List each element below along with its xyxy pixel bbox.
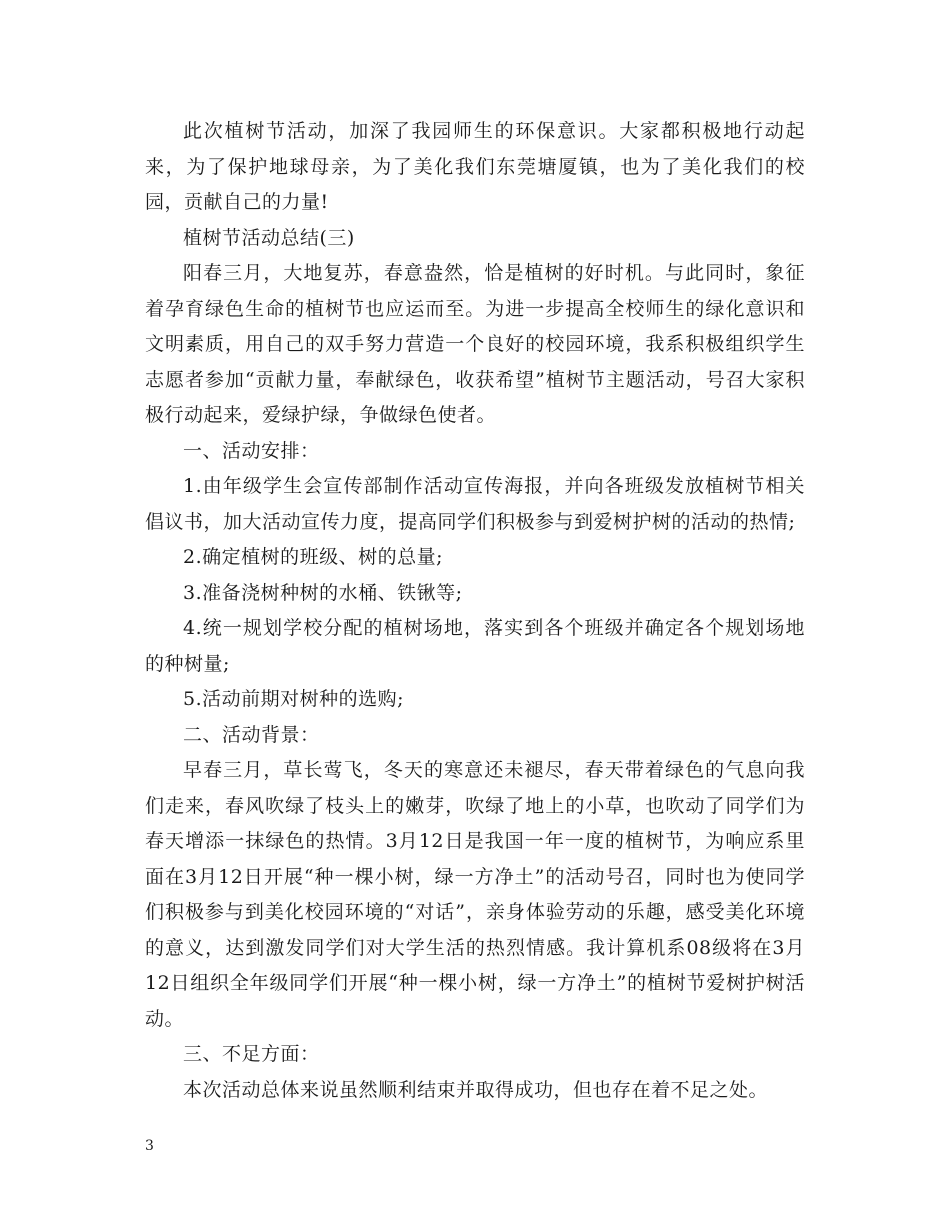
paragraph-conclusion: 此次植树节活动，加深了我园师生的环保意识。大家都积极地行动起来，为了保护地球母亲，为了美化我们东莞塘厦镇，也为了美化我们的校园，贡献自己的力量! xyxy=(145,120,805,213)
list-item-3: 3.准备浇树种树的水桶、铁锹等; xyxy=(183,581,463,604)
paragraph-background: 早春三月，草长莺飞，冬天的寒意还未褪尽，春天带着绿色的气息向我们走来，春风吹绿了枝头上的嫩芽，吹绿了地上的小草，也吹动了同学们为春天增添一抹绿色的热情。3月12日是我国一年一度的植树节，为响应系里面在3月12日开展“种一棵小树，绿一方净土”的活动号召，同时也为使同学们积极参与到美化校园环境的“对话”，亲身体验劳动的乐趣，感受美化环境的意义，达到激发同学们对大学生活的热烈情感。我计算机系08级将在3月12日组织全年级同学们开展“种一棵小树，绿一方净土”的植树节爱树护树活动。 xyxy=(145,759,805,1030)
page-number: 3 xyxy=(145,1138,154,1154)
heading-shortcomings: 三、不足方面： xyxy=(183,1043,320,1065)
list-item-5: 5.活动前期对树种的选购; xyxy=(183,688,405,710)
document-body xyxy=(145,114,805,1108)
list-item-2: 2.确定植树的班级、树的总量; xyxy=(183,546,444,568)
list-item-1: 1.由年级学生会宣传部制作活动宣传海报，并向各班级发放植树节相关倡议书，加大活动宣传力度，提高同学们积极参与到爱树护树的活动的热情; xyxy=(145,475,805,533)
heading-arrangement: 一、活动安排： xyxy=(183,439,320,462)
section-title: 植树节活动总结(三) xyxy=(183,226,355,249)
paragraph-shortcomings: 本次活动总体来说虽然顺利结束并取得成功，但也存在着不足之处。 xyxy=(183,1078,769,1101)
list-item-4: 4.统一规划学校分配的植树场地，落实到各个班级并确定各个规划场地的种树量; xyxy=(145,617,805,675)
paragraph-intro: 阳春三月，大地复苏，春意盎然，恰是植树的好时机。与此同时，象征着孕育绿色生命的植树节也应运而至。为进一步提高全校师生的绿化意识和文明素质，用自己的双手努力营造一个良好的校园环境，我系积极组织学生志愿者参加“贡献力量，奉献绿色，收获希望”植树节主题活动，号召大家积极行动起来，爱绿护绿，争做绿色使者。 xyxy=(145,262,805,426)
heading-background: 二、活动背景： xyxy=(183,723,320,746)
